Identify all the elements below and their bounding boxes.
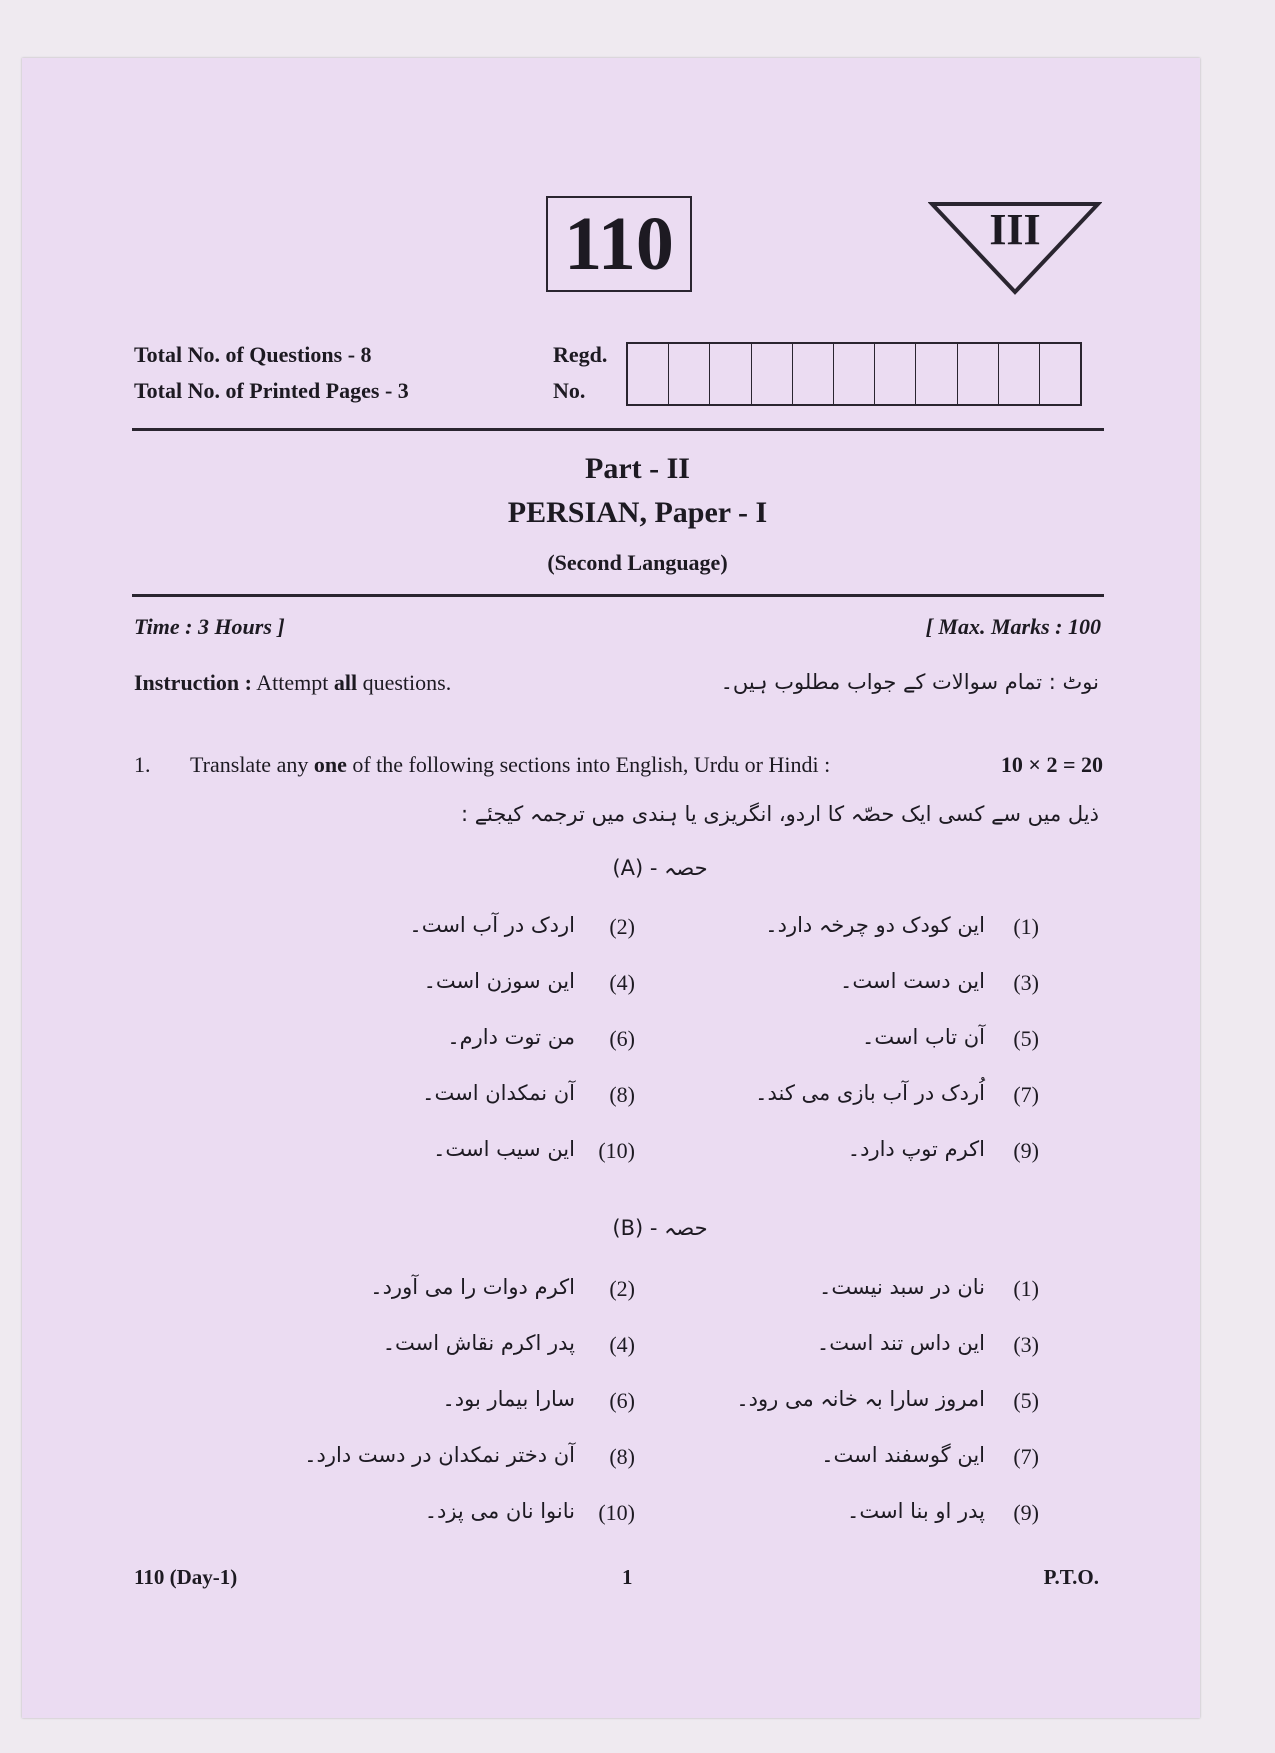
item-number: (1) bbox=[1013, 914, 1039, 939]
regd-label: Regd. bbox=[553, 342, 608, 367]
total-pages: Total No. of Printed Pages - 3 bbox=[134, 378, 409, 403]
item-number: (1) bbox=[1013, 1276, 1039, 1301]
item-text: اکرم توپ دارد۔ bbox=[847, 1137, 985, 1161]
item-number: (8) bbox=[609, 1082, 635, 1107]
item-text: این کودک دو چرخہ دارد۔ bbox=[765, 913, 985, 937]
item-number: (8) bbox=[609, 1444, 635, 1469]
item-text: آن تاب است۔ bbox=[862, 1025, 985, 1049]
page-number: 1 bbox=[622, 1565, 633, 1589]
subject-title: PERSIAN, Paper - I bbox=[507, 496, 768, 529]
item-text: این سیب است۔ bbox=[433, 1137, 575, 1161]
q1-marks: 10 × 2 = 20 bbox=[1000, 752, 1103, 777]
instruction-post: questions. bbox=[362, 670, 452, 695]
item-number: (3) bbox=[1013, 970, 1039, 995]
item-number: (10) bbox=[598, 1138, 635, 1163]
instruction-label: Instruction : bbox=[134, 670, 252, 695]
registration-number-boxes bbox=[626, 342, 1082, 406]
item-number: (3) bbox=[1013, 1332, 1039, 1357]
reg-cell bbox=[669, 344, 710, 404]
divider bbox=[132, 594, 1104, 597]
q1-text-pre: Translate any bbox=[190, 752, 309, 777]
q1-text bbox=[190, 752, 830, 778]
reg-cell bbox=[752, 344, 793, 404]
item-number: (9) bbox=[1013, 1138, 1039, 1163]
item-text: نان در سبد نیست۔ bbox=[819, 1275, 985, 1299]
instruction bbox=[134, 670, 451, 696]
q1-text-bold: one bbox=[313, 752, 347, 777]
reg-cell bbox=[834, 344, 875, 404]
reg-cell bbox=[875, 344, 916, 404]
item-text: این سوزن است۔ bbox=[423, 969, 575, 993]
item-number: (7) bbox=[1013, 1444, 1039, 1469]
instruction-bold: all bbox=[333, 670, 358, 695]
total-questions: Total No. of Questions - 8 bbox=[134, 342, 372, 367]
note-urdu: نوٹ : تمام سوالات کے جواب مطلوب ہیں۔ bbox=[720, 670, 1099, 694]
item-number: (7) bbox=[1013, 1082, 1039, 1107]
reg-cell bbox=[916, 344, 957, 404]
reg-cell bbox=[1040, 344, 1080, 404]
item-text: آن نمکدان است۔ bbox=[422, 1081, 575, 1105]
regd-no-label: No. bbox=[553, 378, 586, 403]
reg-cell bbox=[628, 344, 669, 404]
footer-code: 110 (Day-1) bbox=[134, 1565, 238, 1589]
paper-code-box: 110 bbox=[546, 196, 692, 292]
item-text: این دست است۔ bbox=[840, 969, 985, 993]
q1-number: 1. bbox=[134, 752, 151, 777]
language-subtitle: (Second Language) bbox=[547, 550, 728, 575]
item-text: اکرم دوات را می آورد۔ bbox=[370, 1275, 575, 1299]
item-number: (4) bbox=[609, 1332, 635, 1357]
section-a-label: (A) - حصہ bbox=[612, 856, 708, 880]
item-number: (5) bbox=[1013, 1026, 1039, 1051]
item-number: (5) bbox=[1013, 1388, 1039, 1413]
q1-text-post: of the following sections into English, Urdu or Hindi : bbox=[352, 752, 831, 777]
item-number: (6) bbox=[609, 1026, 635, 1051]
reg-cell bbox=[958, 344, 999, 404]
set-label: III bbox=[989, 205, 1041, 254]
pto-label: P.T.O. bbox=[1043, 1565, 1099, 1589]
item-text: اُردک در آب بازی می کند۔ bbox=[755, 1081, 985, 1105]
item-number: (10) bbox=[598, 1500, 635, 1525]
item-text: اردک در آب است۔ bbox=[409, 913, 575, 937]
item-text: سارا بیمار بود۔ bbox=[442, 1387, 575, 1411]
item-number: (6) bbox=[609, 1388, 635, 1413]
reg-cell bbox=[999, 344, 1040, 404]
q1-urdu: ذیل میں سے کسی ایک حصّہ کا اردو، انگریزی یا ہندی میں ترجمہ کیجئے : bbox=[461, 802, 1099, 826]
item-text: این گوسفند است۔ bbox=[821, 1443, 985, 1467]
item-text: این داس تند است۔ bbox=[816, 1331, 985, 1355]
divider bbox=[132, 428, 1104, 431]
item-number: (9) bbox=[1013, 1500, 1039, 1525]
reg-cell bbox=[710, 344, 751, 404]
item-number: (2) bbox=[609, 1276, 635, 1301]
item-text: پدر اکرم نقاش است۔ bbox=[382, 1331, 575, 1355]
item-text: آن دختر نمکدان در دست دارد۔ bbox=[304, 1443, 575, 1467]
part-title: Part - II bbox=[585, 452, 690, 485]
section-b-label: (B) - حصہ bbox=[612, 1216, 708, 1240]
item-text: پدر او بنا است۔ bbox=[847, 1499, 985, 1523]
item-number: (2) bbox=[609, 914, 635, 939]
item-text: من توت دارم۔ bbox=[447, 1025, 575, 1049]
time-label: Time : 3 Hours ] bbox=[134, 614, 285, 639]
reg-cell bbox=[793, 344, 834, 404]
item-text: امروز سارا بہ خانہ می رود۔ bbox=[736, 1387, 985, 1411]
max-marks: [ Max. Marks : 100 bbox=[925, 614, 1101, 639]
item-text: نانوا نان می پزد۔ bbox=[424, 1499, 575, 1523]
instruction-pre: Attempt bbox=[256, 670, 329, 695]
item-number: (4) bbox=[609, 970, 635, 995]
